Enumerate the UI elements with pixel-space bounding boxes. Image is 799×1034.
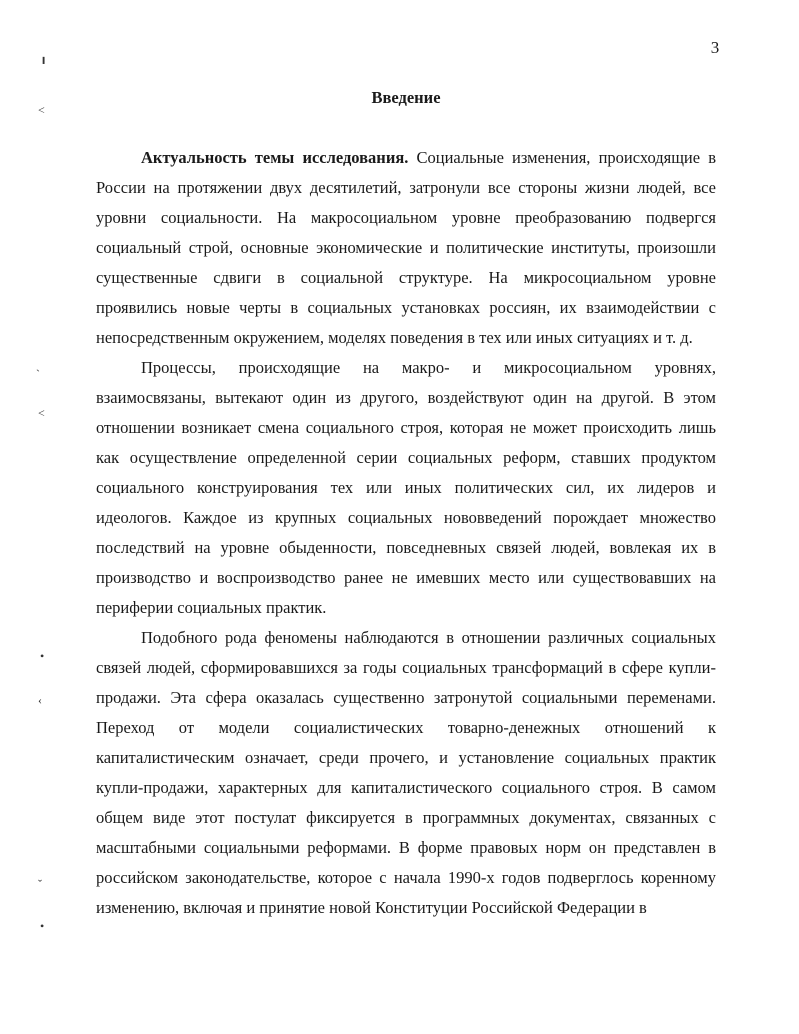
scan-speck: • xyxy=(40,919,45,933)
paragraph-1-text: Социальные изменения, происходящие в России на протяжении двух десятилетий, затронули все стороны жизни людей, все уровни социальности. На макросоциальном уровне преобразованию подвергся социальный строй, основные экономические и политические институты, произошли существенные сдвиги в социальной структуре. На микросоциальном уровне проявились новые черты в социальных установках россиян, их взаимодействии с непосредственным окружением, моделях поведения в тех или иных ситуациях и т. д. xyxy=(96,148,716,347)
paragraph-1 xyxy=(96,143,716,353)
section-title: Введение xyxy=(371,88,441,107)
page-number: 3 xyxy=(710,38,720,57)
paragraph-2 xyxy=(96,353,716,623)
scan-speck: ˋ xyxy=(36,367,40,381)
paragraph-2-text: Процессы, происходящие на макро- и микросоциальном уровнях, взаимосвязаны, вытекают один из другого, воздействуют один на другой. В этом отношении возникает смена социального строя, которая не может происходить лишь как осуществление определенной серии социальных реформ, ставших продуктом социального конструирования тех или иных политических сил, их лидеров и идеологов. Каждое из крупных социальных нововведений порождает множество последствий на уровне обыденности, повседневных связей людей, вовлекая их в производство и воспроизводство ранее не имевших место или существовавших на периферии социальных практик. xyxy=(96,358,716,617)
paragraph-1-lead: Актуальность темы исследования. xyxy=(141,148,409,167)
paragraph-3 xyxy=(96,623,716,923)
scan-speck: ˇ xyxy=(38,877,42,891)
scan-speck: • xyxy=(40,649,45,663)
paragraph-3-text: Подобного рода феномены наблюдаются в отношении различных социальных связей людей, сформировавшихся за годы социальных трансформаций в сфере купли-продажи. Эта сфера оказалась существенно затронутой социальными переменами. Переход от модели социалистических товарно-денежных отношений к капиталистическим означает, среди прочего, и установление социальных практик купли-продажи, характерных для капиталистического социального строя. В самом общем виде этот постулат фиксируется в программных документах, связанных с масштабными социальными реформами. В форме правовых норм он представлен в российском законодательстве, которое с начала 1990-х годов подверглось коренному изменению, включая и принятие новой Конституции Российской Федерации в xyxy=(96,628,716,917)
scan-speck: ˂ xyxy=(38,103,45,117)
scan-speck: ˂ xyxy=(38,406,45,420)
scan-speck: ‹ xyxy=(38,693,42,707)
scan-speck: ╹ xyxy=(40,57,48,71)
body-text xyxy=(96,143,716,923)
